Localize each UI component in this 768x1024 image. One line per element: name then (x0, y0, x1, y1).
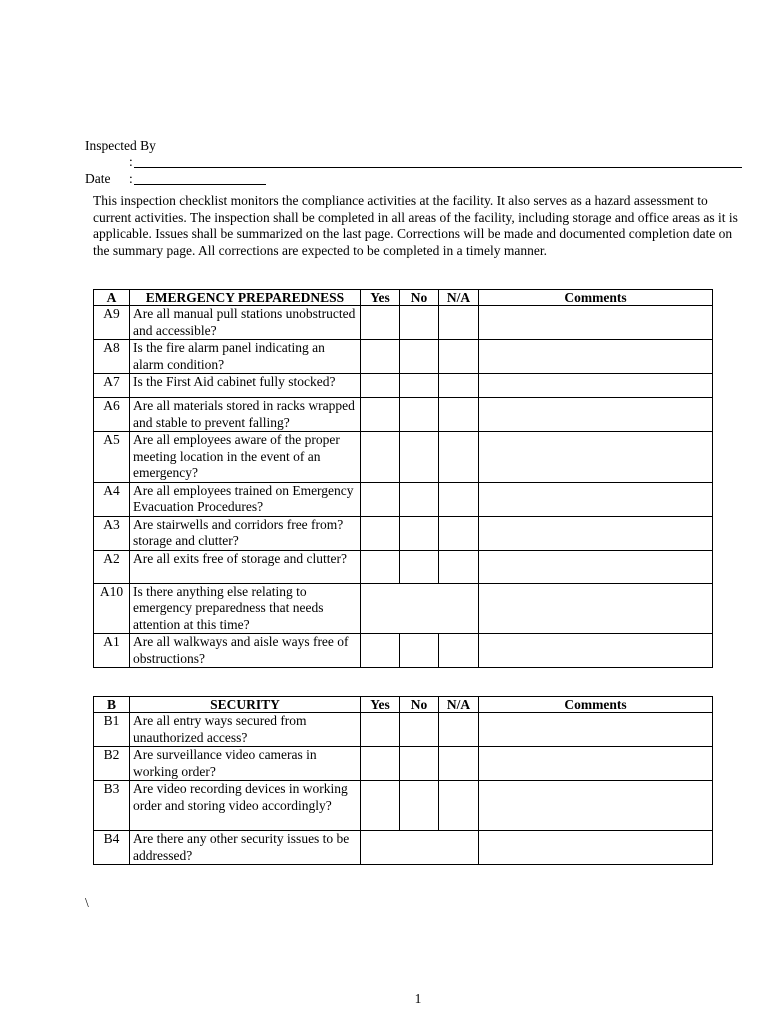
na-cell[interactable] (439, 340, 479, 374)
inspected-by-colon: : (129, 154, 133, 169)
date-field[interactable] (134, 184, 266, 185)
section-title-header: SECURITY (130, 697, 361, 713)
item-question: Are all exits free of storage and clutter? (130, 550, 361, 583)
item-question: Is the fire alarm panel indicating an alarm condition? (130, 340, 361, 374)
no-cell[interactable] (400, 747, 439, 781)
yes-cell[interactable] (361, 781, 400, 831)
yes-cell[interactable] (361, 482, 400, 516)
table-row (94, 747, 713, 781)
yes-cell[interactable] (361, 747, 400, 781)
na-cell[interactable] (439, 306, 479, 340)
item-id: A6 (94, 398, 130, 432)
table-row (94, 831, 713, 865)
no-cell[interactable] (400, 781, 439, 831)
item-question: Are stairwells and corridors free from? storage and clutter? (130, 516, 361, 550)
table-row (94, 374, 713, 398)
page-number: 1 (414, 991, 422, 1006)
table-row (94, 634, 713, 668)
na-cell[interactable] (439, 781, 479, 831)
item-question: Are video recording devices in working order and storing video accordingly? (130, 781, 361, 831)
table-row (94, 432, 713, 483)
item-id: A4 (94, 482, 130, 516)
na-cell[interactable] (439, 747, 479, 781)
stray-mark: \ (85, 895, 89, 910)
item-question: Are all manual pull stations unobstructed and accessible? (130, 306, 361, 340)
table-row (94, 713, 713, 747)
comments-cell[interactable] (479, 781, 713, 831)
item-id: B2 (94, 747, 130, 781)
table-row (94, 550, 713, 583)
item-id: A7 (94, 374, 130, 398)
section-title-header: EMERGENCY PREPAREDNESS (130, 290, 361, 306)
comments-header: Comments (479, 290, 713, 306)
item-id: B3 (94, 781, 130, 831)
comments-cell[interactable] (479, 374, 713, 398)
item-id: A5 (94, 432, 130, 483)
na-cell[interactable] (439, 374, 479, 398)
comments-cell[interactable] (479, 482, 713, 516)
comments-cell[interactable] (479, 340, 713, 374)
yes-header: Yes (361, 697, 400, 713)
comments-cell[interactable] (479, 398, 713, 432)
date-label: Date (85, 171, 111, 186)
table-row (94, 340, 713, 374)
no-header: No (400, 290, 439, 306)
table-row (94, 306, 713, 340)
yes-cell[interactable] (361, 516, 400, 550)
no-cell[interactable] (400, 516, 439, 550)
inspected-by-field[interactable] (134, 167, 742, 168)
comments-cell[interactable] (479, 583, 713, 634)
item-question: Is there anything else relating to emergency preparedness that needs attention at this time? (130, 583, 361, 634)
table-header-row (94, 290, 713, 306)
no-cell[interactable] (400, 482, 439, 516)
emergency-preparedness-table (93, 289, 713, 668)
item-question: Are there any other security issues to be addressed? (130, 831, 361, 865)
comments-cell[interactable] (479, 747, 713, 781)
table-row (94, 482, 713, 516)
no-cell[interactable] (400, 306, 439, 340)
table-row (94, 781, 713, 831)
comments-cell[interactable] (479, 516, 713, 550)
comments-cell[interactable] (479, 634, 713, 668)
no-cell[interactable] (400, 713, 439, 747)
item-id: A2 (94, 550, 130, 583)
na-header: N/A (439, 697, 479, 713)
no-cell[interactable] (400, 550, 439, 583)
item-id: A8 (94, 340, 130, 374)
comments-cell[interactable] (479, 713, 713, 747)
item-question: Are all walkways and aisle ways free of obstructions? (130, 634, 361, 668)
na-header: N/A (439, 290, 479, 306)
yes-cell[interactable] (361, 340, 400, 374)
item-question: Are all entry ways secured from unauthorized access? (130, 713, 361, 747)
item-id: A1 (94, 634, 130, 668)
section-id-header: B (94, 697, 130, 713)
item-id: A3 (94, 516, 130, 550)
response-cell[interactable] (361, 831, 479, 865)
no-cell[interactable] (400, 398, 439, 432)
comments-header: Comments (479, 697, 713, 713)
na-cell[interactable] (439, 432, 479, 483)
comments-cell[interactable] (479, 550, 713, 583)
na-cell[interactable] (439, 398, 479, 432)
yes-cell[interactable] (361, 713, 400, 747)
table-row (94, 583, 713, 634)
no-header: No (400, 697, 439, 713)
item-question: Are all employees aware of the proper meeting location in the event of an emergency? (130, 432, 361, 483)
no-cell[interactable] (400, 432, 439, 483)
comments-cell[interactable] (479, 831, 713, 865)
item-id: B1 (94, 713, 130, 747)
no-cell[interactable] (400, 340, 439, 374)
no-cell[interactable] (400, 634, 439, 668)
yes-cell[interactable] (361, 306, 400, 340)
comments-cell[interactable] (479, 432, 713, 483)
security-table (93, 696, 713, 865)
item-id: A10 (94, 583, 130, 634)
item-id: B4 (94, 831, 130, 865)
table-row (94, 398, 713, 432)
intro-paragraph: This inspection checklist monitors the compliance activities at the facility. It also serves as a hazard assessment to current activities. The inspection shall be completed in all areas of the facility, including storage and office areas as it is applicable. Issues shall be summarized on the last page. Corrections will be made and documented completion date on the summary page. All corrections are expected to be completed in a timely manner. (93, 193, 738, 258)
yes-cell[interactable] (361, 634, 400, 668)
comments-cell[interactable] (479, 306, 713, 340)
na-cell[interactable] (439, 482, 479, 516)
yes-cell[interactable] (361, 432, 400, 483)
no-cell[interactable] (400, 374, 439, 398)
yes-cell[interactable] (361, 398, 400, 432)
inspected-by-label: Inspected By (85, 138, 156, 153)
na-cell[interactable] (439, 634, 479, 668)
section-id-header: A (94, 290, 130, 306)
response-cell[interactable] (361, 583, 479, 634)
yes-cell[interactable] (361, 374, 400, 398)
item-question: Are all employees trained on Emergency Evacuation Procedures? (130, 482, 361, 516)
yes-header: Yes (361, 290, 400, 306)
item-question: Are surveillance video cameras in working order? (130, 747, 361, 781)
na-cell[interactable] (439, 713, 479, 747)
item-question: Are all materials stored in racks wrapped and stable to prevent falling? (130, 398, 361, 432)
yes-cell[interactable] (361, 550, 400, 583)
item-id: A9 (94, 306, 130, 340)
table-header-row (94, 697, 713, 713)
na-cell[interactable] (439, 550, 479, 583)
na-cell[interactable] (439, 516, 479, 550)
date-colon: : (129, 171, 133, 186)
table-row (94, 516, 713, 550)
item-question: Is the First Aid cabinet fully stocked? (130, 374, 361, 398)
